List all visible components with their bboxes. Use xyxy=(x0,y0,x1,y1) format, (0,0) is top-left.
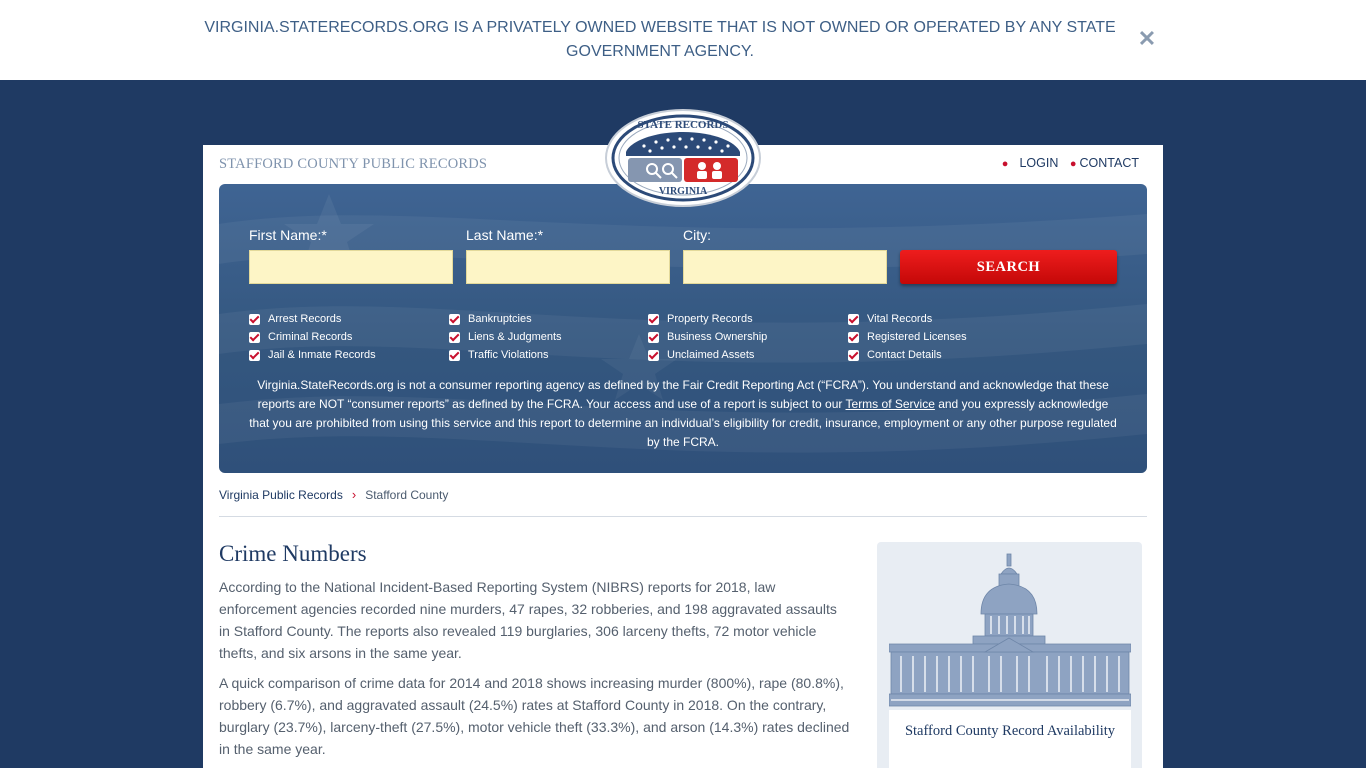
sidebar-title: Stafford County Record Availability xyxy=(904,723,1116,739)
checkbox-label: Criminal Records xyxy=(268,331,353,343)
checkbox-item[interactable] xyxy=(648,328,767,346)
first-name-input[interactable] xyxy=(249,250,453,284)
login-link[interactable]: LOGIN xyxy=(1019,156,1059,170)
disclaimer-text: VIRGINIA.STATERECORDS.ORG IS A PRIVATELY OWNED WEBSITE THAT IS NOT OWNED OR OPERATED BY ANY STATE GOVERNMENT AGENCY. xyxy=(204,19,1116,60)
search-panel xyxy=(219,184,1147,473)
checkbox-label: Vital Records xyxy=(867,313,933,325)
divider xyxy=(219,516,1147,517)
bullet-icon: ● xyxy=(1001,158,1009,170)
checkbox-item[interactable] xyxy=(648,346,767,364)
bullet-icon: ● xyxy=(1069,158,1077,170)
checkbox-item[interactable] xyxy=(249,346,376,364)
checkmark-icon[interactable] xyxy=(449,350,460,361)
checkbox-label: Property Records xyxy=(667,313,753,325)
checkbox-label: Jail & Inmate Records xyxy=(268,349,376,361)
checkbox-item[interactable] xyxy=(648,310,767,328)
checkbox-item[interactable] xyxy=(249,328,376,346)
checkbox-label: Traffic Violations xyxy=(468,349,549,361)
fcra-text-after: and you expressly acknowledge that you are prohibited from using this service and this report to determine an individual’s eligibility for credit, insurance, employment or any other purpose regulated by the FCRA. xyxy=(249,397,1117,449)
checkmark-icon[interactable] xyxy=(648,350,659,361)
checkmark-icon[interactable] xyxy=(648,314,659,325)
checkbox-item[interactable] xyxy=(449,310,562,328)
terms-of-service-link[interactable]: Terms of Service xyxy=(845,397,935,411)
checkbox-column xyxy=(648,310,767,364)
breadcrumb xyxy=(219,487,448,502)
checkmark-icon[interactable] xyxy=(848,314,859,325)
section-heading: Crime Numbers xyxy=(219,541,367,566)
checkmark-icon[interactable] xyxy=(449,314,460,325)
checkbox-item[interactable] xyxy=(848,328,967,346)
checkmark-icon[interactable] xyxy=(848,350,859,361)
first-name-label: First Name:* xyxy=(249,227,327,243)
checkmark-icon[interactable] xyxy=(848,332,859,343)
city-input[interactable] xyxy=(683,250,887,284)
checkbox-column xyxy=(449,310,562,364)
chevron-right-icon: › xyxy=(351,487,357,502)
last-name-label: Last Name:* xyxy=(466,227,544,243)
close-icon[interactable]: ✕ xyxy=(1137,26,1157,51)
article-paragraph: A quick comparison of crime data for 2014 and 2018 shows increasing murder (800%), rape (80.8%), robbery (6.7%), and aggravated assault (24.5%) rates at Stafford County in 2018. On the contrary, burglary (23.7%), larceny-theft (27.5%), motor vehicle theft (33.3%), and arson (14.3%) rates declined in the same year. xyxy=(219,675,850,757)
checkbox-item[interactable] xyxy=(449,346,562,364)
fcra-disclaimer xyxy=(247,376,1119,452)
checkbox-item[interactable] xyxy=(848,310,967,328)
checkmark-icon[interactable] xyxy=(249,332,260,343)
city-label: City: xyxy=(683,227,711,243)
last-name-input[interactable] xyxy=(466,250,670,284)
logo-bottom-text: VIRGINIA xyxy=(658,186,708,197)
checkbox-item[interactable] xyxy=(449,328,562,346)
logo-top-text: STATE RECORDS xyxy=(637,119,729,131)
search-button[interactable]: SEARCH xyxy=(900,250,1117,284)
page-title: STAFFORD COUNTY PUBLIC RECORDS xyxy=(219,156,488,172)
checkmark-icon[interactable] xyxy=(648,332,659,343)
state-records-logo[interactable] xyxy=(604,108,762,208)
checkbox-label: Bankruptcies xyxy=(468,313,532,325)
checkbox-label: Business Ownership xyxy=(667,331,768,343)
checkbox-item[interactable] xyxy=(249,310,376,328)
breadcrumb-home-link[interactable]: Virginia Public Records xyxy=(219,487,343,502)
capitol-building-icon xyxy=(889,552,1131,710)
checkbox-label: Unclaimed Assets xyxy=(667,349,755,361)
article-paragraph: According to the National Incident-Based Reporting System (NIBRS) reports for 2018, law enforcement agencies recorded nine murders, 47 rapes, 32 robberies, and 198 aggravated assaults in Stafford County. The reports also revealed 119 burglaries, 306 larceny thefts, 72 motor vehicle thefts, and six arsons in the same year. xyxy=(219,579,837,661)
checkmark-icon[interactable] xyxy=(449,332,460,343)
checkbox-column xyxy=(848,310,967,364)
top-links xyxy=(1002,156,1139,170)
checkbox-label: Arrest Records xyxy=(268,313,342,325)
checkbox-label: Contact Details xyxy=(867,349,942,361)
breadcrumb-current: Stafford County xyxy=(365,487,449,502)
checkmark-icon[interactable] xyxy=(249,350,260,361)
checkbox-item[interactable] xyxy=(848,346,967,364)
disclaimer-bar xyxy=(0,0,1366,80)
checkbox-column xyxy=(249,310,376,364)
fcra-text-before: Virginia.StateRecords.org is not a consumer reporting agency as defined by the Fair Credit Reporting Act (“FCRA”). You understand and acknowledge that these reports are NOT “consumer reports” as defined by the FCRA. Your access and use of a report is subject to our xyxy=(257,378,1109,411)
sidebar xyxy=(877,542,1142,768)
checkbox-label: Registered Licenses xyxy=(867,331,967,343)
checkmark-icon[interactable] xyxy=(249,314,260,325)
contact-link[interactable]: CONTACT xyxy=(1079,156,1139,170)
record-availability-box xyxy=(889,710,1131,768)
checkbox-label: Liens & Judgments xyxy=(468,331,562,343)
